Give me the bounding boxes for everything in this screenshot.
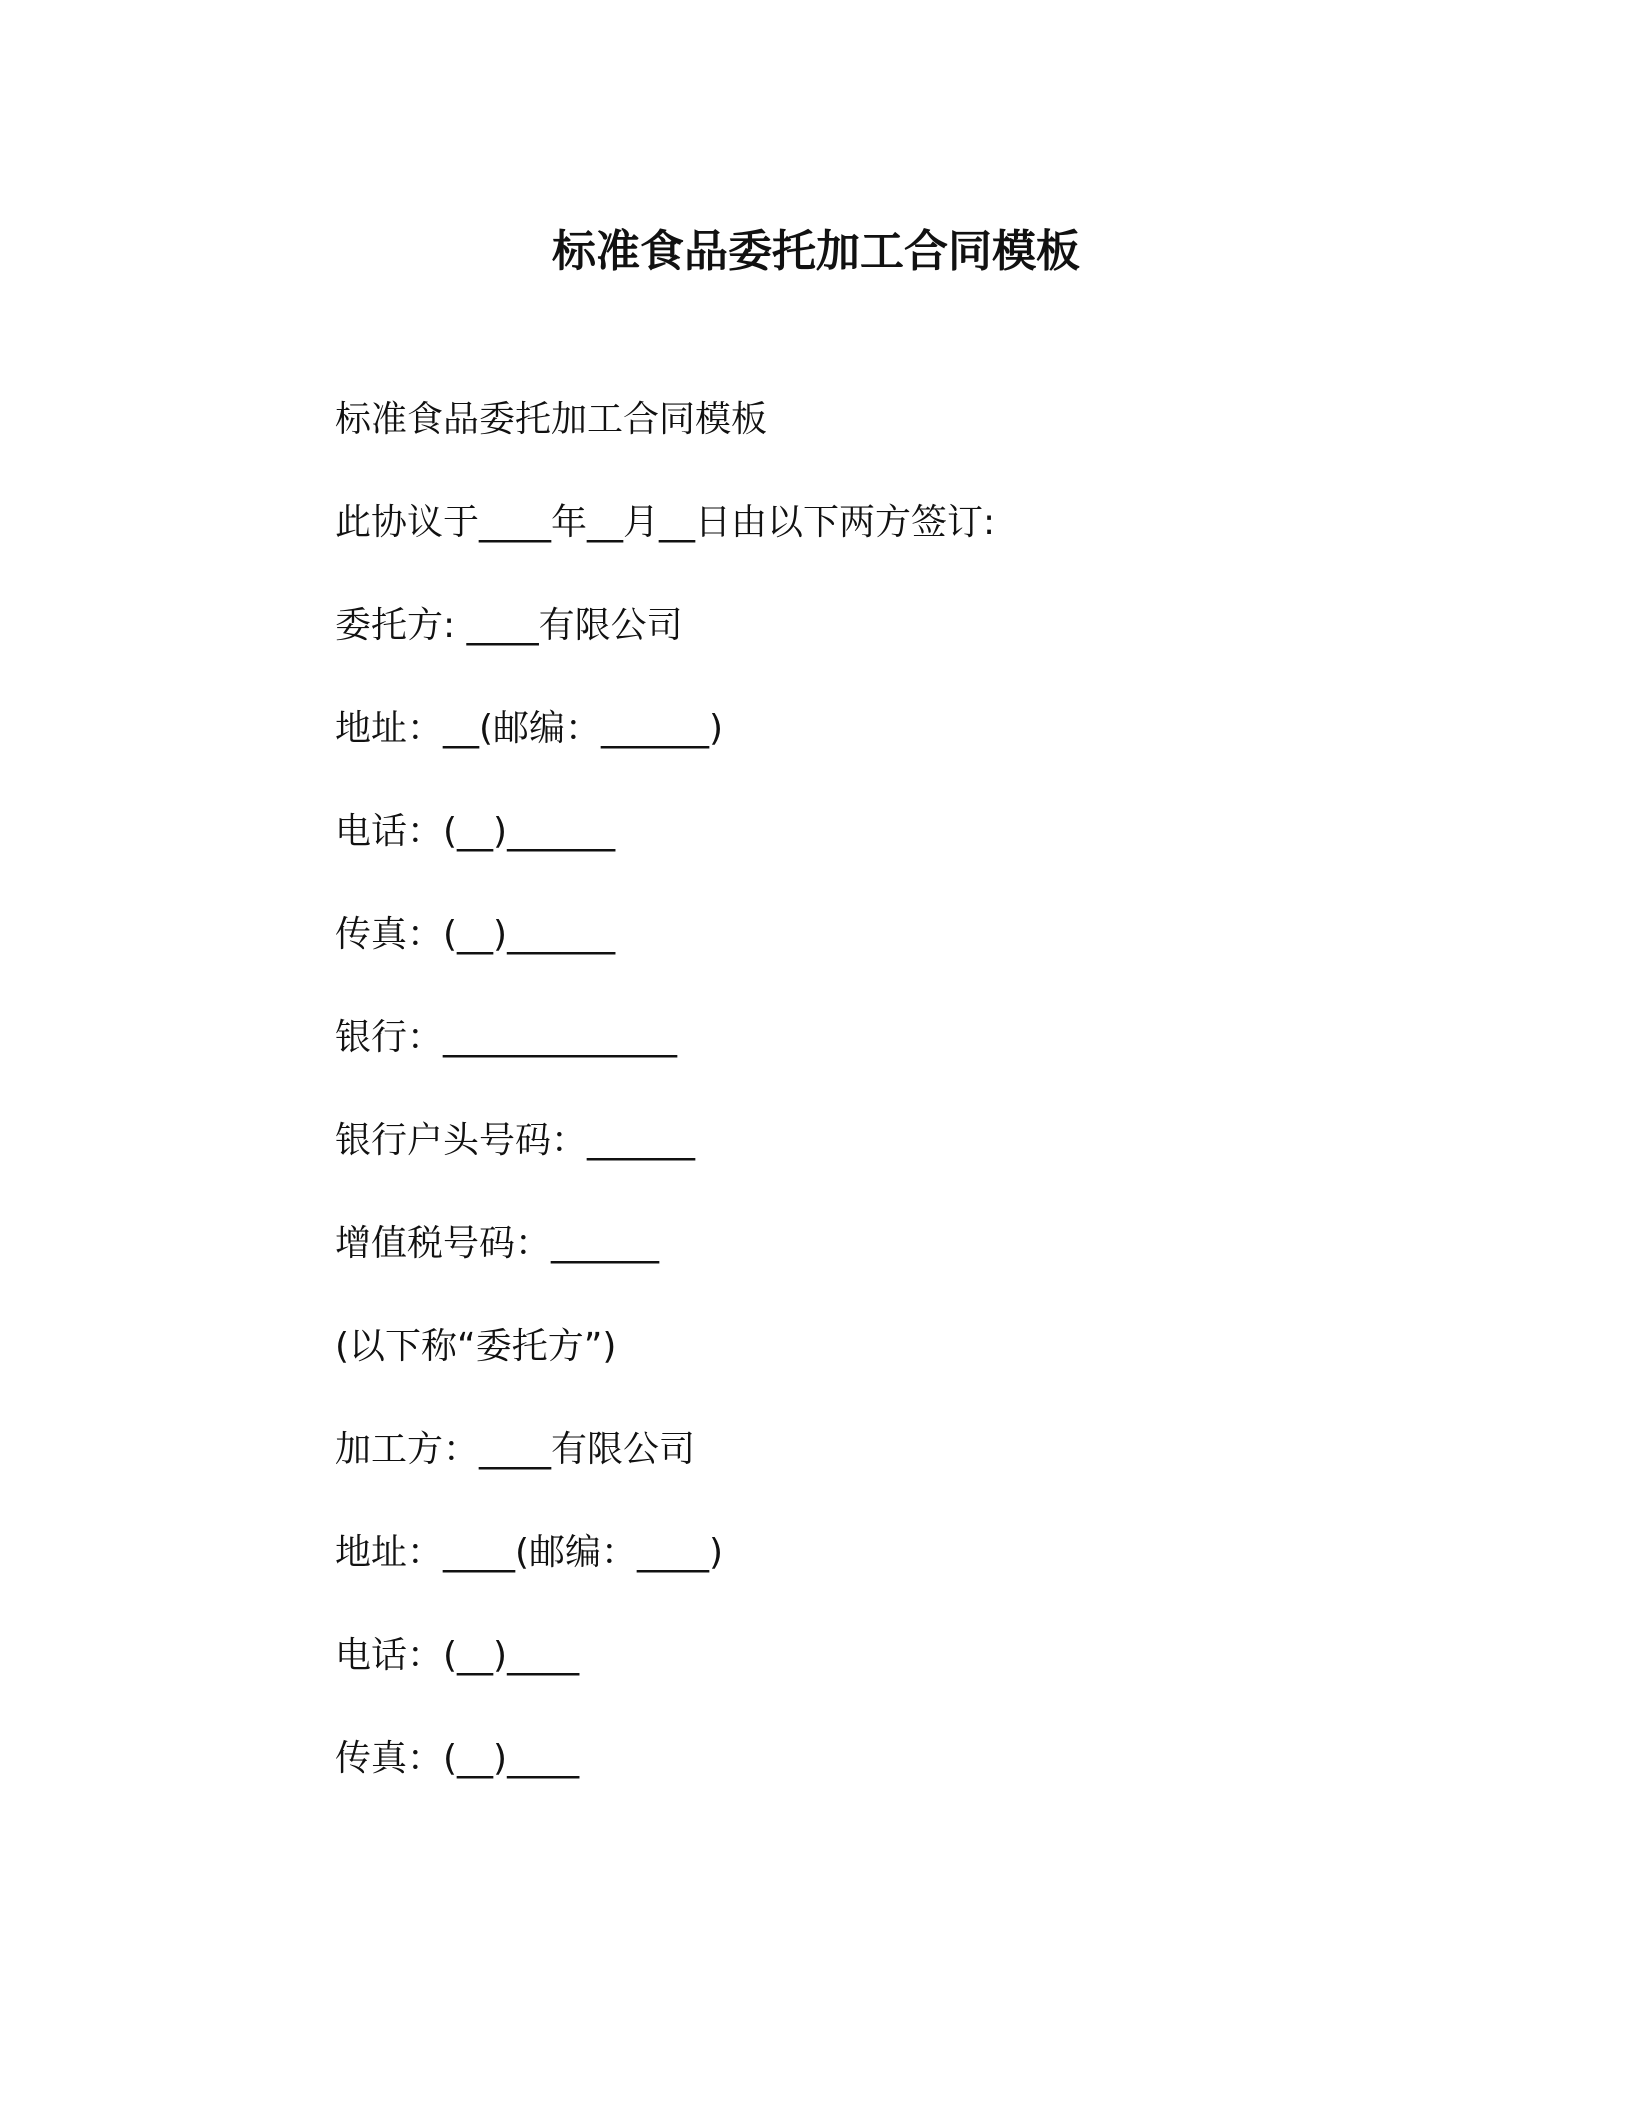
client-alias-line: (以下称“委托方”) xyxy=(335,1326,617,1367)
client-phone-line: 电话：(__)______ xyxy=(335,811,616,852)
client-fax-line: 传真：(__)______ xyxy=(335,914,616,955)
subtitle-line: 标准食品委托加工合同模板 xyxy=(335,399,768,440)
client-bank-account-line: 银行户头号码：______ xyxy=(335,1120,696,1161)
client-company-line: 委托方: ____有限公司 xyxy=(335,605,683,646)
processor-company-line: 加工方：____有限公司 xyxy=(335,1429,696,1470)
client-bank-line: 银行：_____________ xyxy=(335,1017,678,1058)
client-vat-number-line: 增值税号码：______ xyxy=(335,1223,660,1264)
processor-phone-line: 电话：(__)____ xyxy=(335,1635,580,1676)
document-body xyxy=(335,396,1335,1838)
processor-address-line: 地址：____(邮编：____) xyxy=(335,1532,724,1573)
processor-fax-line: 传真：(__)____ xyxy=(335,1738,580,1779)
agreement-date-line: 此协议于____年__月__日由以下两方签订: xyxy=(335,502,996,543)
client-address-line: 地址：__(邮编：______) xyxy=(335,708,724,749)
document-title: 标准食品委托加工合同模板 xyxy=(552,226,1080,277)
